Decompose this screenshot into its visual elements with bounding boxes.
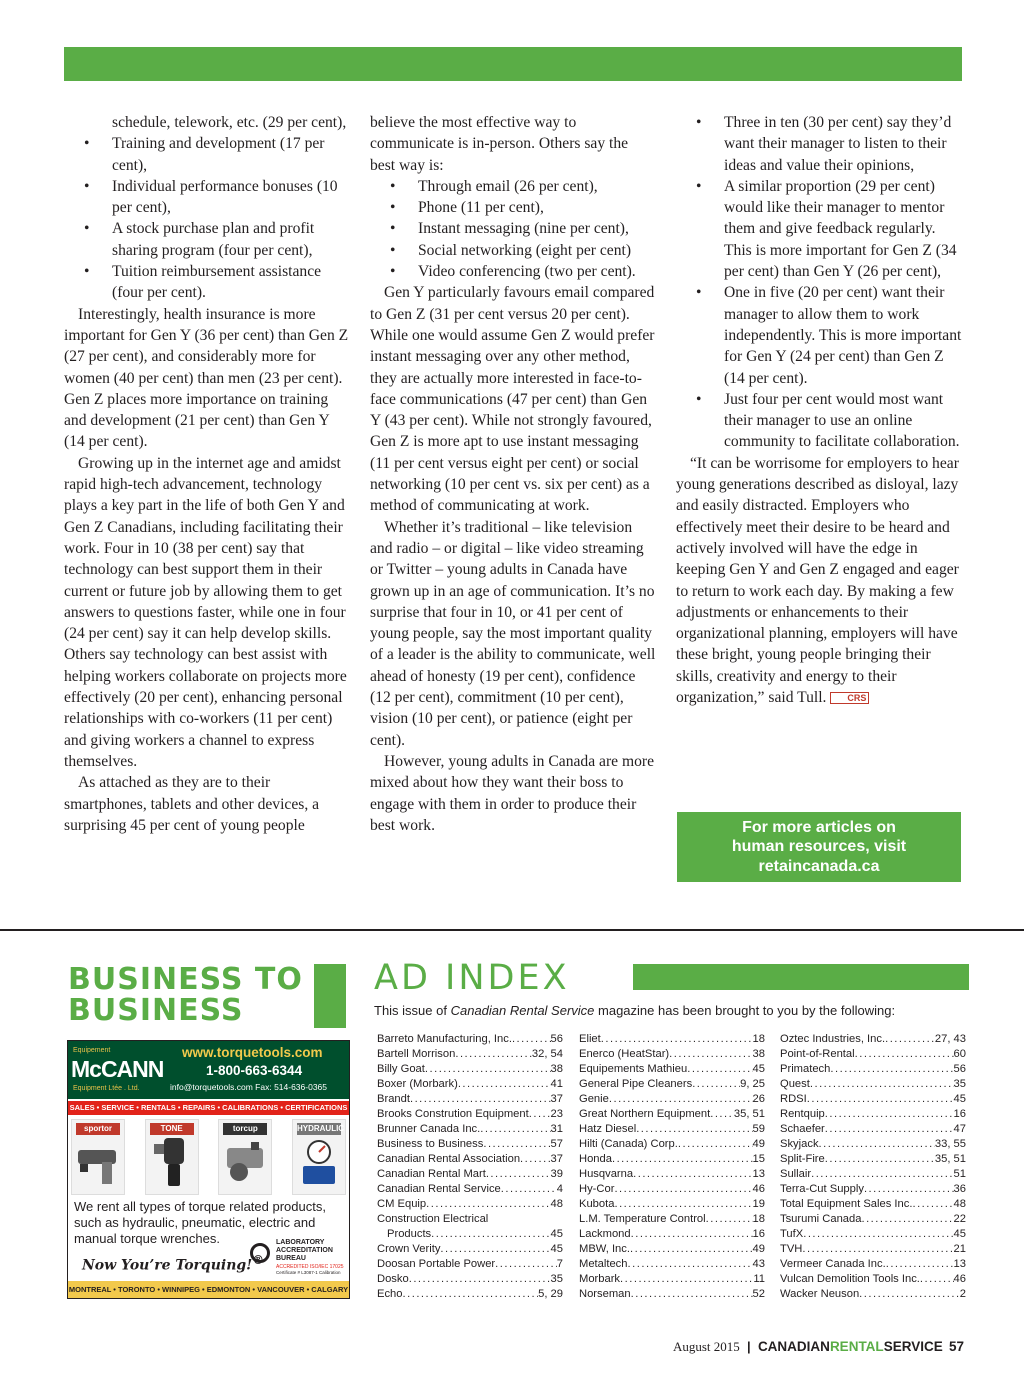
ad-cities-strip: MONTREAL • TORONTO • WINNIPEG • EDMONTON • VANCOUVER • CALGARY [68, 1281, 349, 1298]
leader-dots [912, 1197, 953, 1212]
leader-dots [628, 1257, 753, 1272]
bullet-item: • Just four per cent would most want their manager to use an online community to facilitate collaboration. [676, 389, 963, 453]
ad-index-entry [780, 1257, 966, 1272]
advertiser-page: 35, 51 [934, 1153, 966, 1165]
advertiser-name: RDSI [780, 1093, 807, 1105]
leader-dots [529, 1107, 551, 1122]
footer-separator: | [747, 1339, 751, 1354]
ad-index-entry [377, 1212, 563, 1227]
bullet-item: • Phone (11 per cent), [370, 197, 656, 218]
advertiser-name: Enerco (HeatStar) [579, 1048, 670, 1060]
advertiser-name: Great Northern Equipment [579, 1108, 711, 1120]
ad-index-entry [579, 1137, 765, 1152]
advertiser-page: 49 [752, 1243, 765, 1255]
ad-index-entry [579, 1242, 765, 1257]
ad-index-entry [780, 1062, 966, 1077]
logo-name: McCANN [71, 1056, 164, 1082]
leader-dots [803, 1227, 953, 1242]
ad-index-entry [377, 1092, 563, 1107]
advertiser-name: Tsurumi Canada [780, 1213, 862, 1225]
mccann-logo [71, 1047, 163, 1093]
advertiser-name: Split-Fire [780, 1153, 825, 1165]
ad-index-column-2 [579, 1032, 765, 1302]
leader-dots [440, 1242, 550, 1257]
ad-index-entry [780, 1152, 966, 1167]
advertiser-name: Sullair [780, 1168, 812, 1180]
advertiser-page: 2 [959, 1288, 966, 1300]
advertiser-page: 5, 29 [538, 1288, 563, 1300]
leader-dots [630, 1242, 753, 1257]
advertiser-page: 13 [953, 1258, 966, 1270]
advertiser-page: 47 [953, 1123, 966, 1135]
advertiser-page: 18 [752, 1213, 765, 1225]
ad-index-entry [377, 1047, 563, 1062]
ad-index-entry [780, 1032, 966, 1047]
advertiser-page: 31 [550, 1123, 563, 1135]
leader-dots [810, 1077, 954, 1092]
advertiser-name: TVH [780, 1243, 803, 1255]
lab-accreditation-badge [250, 1239, 346, 1279]
tool-brand-label: sportor [76, 1123, 120, 1135]
advertiser-page: 26 [752, 1093, 765, 1105]
magazine-name-part: SERVICE [883, 1339, 943, 1354]
leader-dots [425, 1062, 551, 1077]
ad-index-entry [780, 1137, 966, 1152]
ad-index-column-3 [780, 1032, 966, 1302]
ad-index-entry [579, 1062, 765, 1077]
advertiser-name: Husqvarna [579, 1168, 634, 1180]
leader-dots [920, 1272, 954, 1287]
advertiser-page: 51 [953, 1168, 966, 1180]
leader-dots [864, 1182, 954, 1197]
ad-index-entry [780, 1227, 966, 1242]
advertiser-name: CM Equip [377, 1198, 427, 1210]
advertiser-page: 35 [550, 1273, 563, 1285]
advertiser-page: 16 [953, 1108, 966, 1120]
advertiser-page: 22 [953, 1213, 966, 1225]
ad-index-entry [579, 1167, 765, 1182]
leader-dots [678, 1137, 753, 1152]
paragraph [676, 453, 963, 709]
advertiser-name: Vermeer Canada Inc. [780, 1258, 886, 1270]
advertiser-name: Barreto Manufacturing, Inc. [377, 1033, 512, 1045]
page-number: 57 [948, 1339, 964, 1354]
leader-dots [520, 1152, 551, 1167]
advertiser-page: 16 [752, 1228, 765, 1240]
advertiser-name: Terra-Cut Supply [780, 1183, 864, 1195]
ad-index-entry [780, 1092, 966, 1107]
ad-index-entry [377, 1257, 563, 1272]
advertiser-name: Brooks Constrution Equipment [377, 1108, 529, 1120]
ad-index-entry [377, 1227, 563, 1242]
ad-index-entry [780, 1107, 966, 1122]
ad-index-entry [780, 1197, 966, 1212]
advertiser-page: 27, 43 [934, 1033, 966, 1045]
ad-index-entry [377, 1152, 563, 1167]
ad-index-entry [579, 1152, 765, 1167]
leader-dots [861, 1212, 953, 1227]
ad-index-entry [780, 1167, 966, 1182]
advertiser-name: Boxer (Morbark) [377, 1078, 458, 1090]
advertiser-page: 33, 55 [934, 1138, 966, 1150]
leader-dots [885, 1032, 935, 1047]
advertiser-page: 38 [752, 1048, 765, 1060]
bullet-item: • Training and development (17 per cent), [64, 133, 351, 176]
advertiser-page: 32, 54 [531, 1048, 563, 1060]
ad-index-entry [377, 1167, 563, 1182]
leader-dots [620, 1272, 753, 1287]
advertiser-page: 48 [953, 1198, 966, 1210]
leader-dots [403, 1287, 539, 1302]
article-column-1 [64, 112, 351, 836]
leader-dots [495, 1257, 557, 1272]
advertiser-name: Doosan Portable Power [377, 1258, 496, 1270]
paragraph: As attached as they are to their smartphones, tablets and other devices, a surprising 45 per cent of young people [64, 774, 320, 834]
leader-dots [601, 1032, 753, 1047]
advertiser-page: 38 [550, 1063, 563, 1075]
ad-index-entry [377, 1242, 563, 1257]
slogan-text: Now You’re Torquing! [82, 1257, 253, 1274]
registered-mark: ® [252, 1253, 264, 1267]
bullet-item: • A similar proportion (29 per cent) would like their manager to mentor them and give feedback regularly. This is more important for Gen Z (34 per cent) than Gen Y (26 per cent), [676, 176, 963, 282]
torque-tool-image [218, 1119, 272, 1195]
advertiser-page: 36 [953, 1183, 966, 1195]
ad-index-entry [579, 1047, 765, 1062]
tool-brand-label: torcup [223, 1123, 267, 1135]
advertiser-name: Canadian Rental Service [377, 1183, 501, 1195]
advertiser-name: Schaefer [780, 1123, 825, 1135]
leader-dots [431, 1227, 550, 1242]
paragraph: Growing up in the internet age and amidst rapid high-tech advancement, technology plays a key part in the life of both Gen Y and Gen Z Canadians, including facilitating their work. Four in 10 (38 per cent) say that technology can best support them in their current or future job by allowing them to get answers to questions faster, while one in four (24 per cent) say it can help develop skills. Others say technology can best assist with helping workers collaborate on projects more effectively (20 per cent), enhancing personal relationships with co-workers (11 per cent) and giving workers a channel to express themselves. [64, 454, 347, 770]
ad-index-title: AD INDEX [374, 958, 570, 998]
advertiser-name: Bartell Morrison [377, 1048, 456, 1060]
advertiser-page: 46 [953, 1273, 966, 1285]
advertiser-page: 15 [752, 1153, 765, 1165]
bullet-item: • One in five (20 per cent) want their manager to allow them to work independently. This is more important for Gen Y (24 per cent) than Gen Z (14 per cent). [676, 282, 963, 388]
advertiser-name: Eliet [579, 1033, 601, 1045]
paragraph: Gen Y particularly favours email compared to Gen Z (31 per cent versus 20 per cent). While one would assume Gen Z would prefer instant messaging over any other method, they are actually more interested in face-to-face communications (47 per cent) than Gen Y (43 per cent). While not strongly favoured, Gen Z is more apt to use instant messaging (11 per cent versus eight per cent) or social networking (10 per cent vs. six per cent) as a method of communicating at work. [370, 284, 655, 515]
advertiser-page: 56 [953, 1063, 966, 1075]
advertiser-page: 45 [752, 1063, 765, 1075]
advertiser-name: Dosko [377, 1273, 409, 1285]
advertiser-name: Brunner Canada Inc. [377, 1123, 481, 1135]
ad-index-entry [780, 1077, 966, 1092]
logo-subtitle: Equipement [73, 1047, 111, 1054]
advertiser-page: 45 [550, 1243, 563, 1255]
ad-index-entry [579, 1212, 765, 1227]
title-line: BUSINESS [68, 993, 244, 1028]
ad-index-column-1 [377, 1032, 563, 1302]
mccann-advertisement[interactable] [67, 1040, 350, 1299]
ad-index-entry [579, 1077, 765, 1092]
advertiser-name: TufX [780, 1228, 804, 1240]
more-articles-callout[interactable] [677, 812, 961, 882]
title-line: BUSINESS TO [68, 962, 303, 997]
lab-certificate: Certificate # L3087-1 Calibration [276, 1270, 341, 1275]
advertiser-page: 49 [752, 1138, 765, 1150]
ad-index-entry [780, 1272, 966, 1287]
advertiser-page: 41 [550, 1078, 563, 1090]
advertiser-page: 9, 25 [740, 1078, 765, 1090]
advertiser-page: 35, 51 [733, 1108, 765, 1120]
paragraph: Interestingly, health insurance is more important for Gen Y (36 per cent) than Gen Z (27 per cent), and considerably more for women (40 per cent) than men (23 per cent). Gen Z places more importance on training and development (21 per cent) than Gen Y (14 per cent). [64, 305, 349, 451]
leader-dots [486, 1167, 551, 1182]
leader-dots [859, 1287, 960, 1302]
ad-email-fax: info@torquetools.com Fax: 514-636-0365 [170, 1082, 327, 1092]
b2b-accent-bar [314, 964, 346, 1028]
advertiser-page: 4 [556, 1183, 563, 1195]
torque-tool-image [71, 1119, 125, 1195]
ad-description: We rent all types of torque related products, such as hydraulic, pneumatic, electric and manual torque wrenches. [74, 1199, 326, 1246]
advertiser-name: Construction Electrical [377, 1213, 489, 1225]
ad-header [68, 1041, 349, 1099]
ad-index-entry [377, 1272, 563, 1287]
advertiser-name: Metaltech [579, 1258, 628, 1270]
closing-quote-text: “It can be worrisome for employers to hear young generations described as disloyal, lazy and easily distracted. Employers who effectively meet their desire to be heard and actively involved will have the edge in keeping Gen Y and Gen Z engaged and eager to return to work each day. By making a few adjustments or enhancements to their organizational planning, employers will have these bright, young people bringing their skills, creativity and energy to their organization,” said Tull. [676, 454, 959, 707]
advertiser-name: Point-of-Rental [780, 1048, 855, 1060]
advertiser-name: Wacker Neuson [780, 1288, 860, 1300]
leader-dots [807, 1092, 954, 1107]
advertiser-name: Canadian Rental Association [377, 1153, 521, 1165]
advertiser-name: Equipements Mathieu [579, 1063, 688, 1075]
leader-dots [609, 1092, 753, 1107]
ad-index-entry [780, 1122, 966, 1137]
leader-dots [612, 1152, 753, 1167]
business-to-business-title [68, 964, 308, 1026]
advertiser-name: Total Equipment Sales Inc. [780, 1198, 913, 1210]
bullet-item: • Through email (26 per cent), [370, 176, 656, 197]
ad-index-entry [579, 1032, 765, 1047]
advertiser-page: 18 [752, 1033, 765, 1045]
advertiser-name: Hatz Diesel [579, 1123, 637, 1135]
leader-dots [512, 1032, 551, 1047]
page-footer [673, 1339, 964, 1355]
leader-dots [480, 1122, 550, 1137]
advertiser-page: 23 [550, 1108, 563, 1120]
section-divider [0, 929, 1024, 931]
advertiser-name: Products [387, 1228, 432, 1240]
paragraph: However, young adults in Canada are more mixed about how they want their boss to engage with them in order to produce their best work. [370, 752, 655, 834]
advertiser-name: General Pipe Cleaners [579, 1078, 693, 1090]
advertiser-page: 21 [953, 1243, 966, 1255]
ad-index-entry [780, 1212, 966, 1227]
leader-dots [825, 1152, 935, 1167]
advertiser-name: L.M. Temperature Control [579, 1213, 706, 1225]
advertiser-page: 43 [752, 1258, 765, 1270]
advertiser-name: Honda [579, 1153, 612, 1165]
header-bar [64, 47, 962, 81]
ad-index-entry [377, 1182, 563, 1197]
intro-magazine: Canadian Rental Service [450, 1003, 595, 1018]
leader-dots [410, 1092, 551, 1107]
leader-dots [614, 1182, 752, 1197]
accreditation-seal-icon [250, 1243, 270, 1263]
lab-title: LABORATORY ACCREDITATION BUREAU [276, 1239, 333, 1262]
leader-dots [825, 1122, 954, 1137]
leader-dots [455, 1047, 532, 1062]
advertiser-page: 37 [550, 1153, 563, 1165]
callout-line: human resources, visit [731, 838, 907, 856]
ad-index-entry [780, 1287, 966, 1302]
bullet-item: • A stock purchase plan and profit sharing program (four per cent), [64, 218, 351, 261]
leader-dots [636, 1122, 752, 1137]
leader-dots [614, 1197, 752, 1212]
ad-index-entry [377, 1122, 563, 1137]
leader-dots [631, 1287, 753, 1302]
magazine-name-part: CANADIAN [757, 1339, 830, 1354]
leader-dots [687, 1062, 752, 1077]
advertiser-page: 45 [953, 1093, 966, 1105]
logo-subtitle: Equipment Ltée . Ltd. [73, 1085, 140, 1092]
advertiser-name: Rentquip [780, 1108, 825, 1120]
ad-index-entry [780, 1182, 966, 1197]
tool-brand-label: TONE [150, 1123, 194, 1135]
advertiser-name: Quest [780, 1078, 810, 1090]
leader-dots [409, 1272, 551, 1287]
leader-dots [706, 1212, 753, 1227]
advertiser-page: 56 [550, 1033, 563, 1045]
advertiser-page: 46 [752, 1183, 765, 1195]
advertiser-page: 57 [550, 1138, 563, 1150]
advertiser-page: 7 [556, 1258, 563, 1270]
issue-date: August 2015 [672, 1339, 740, 1354]
leader-dots [458, 1077, 551, 1092]
leader-dots [830, 1062, 953, 1077]
advertiser-name: Business to Business [377, 1138, 484, 1150]
intro-text: magazine has been brought to you by the following: [594, 1003, 896, 1018]
ad-index-accent-bar [633, 964, 969, 990]
advertiser-name: Crown Verity [377, 1243, 441, 1255]
ad-index-entry [579, 1092, 765, 1107]
advertiser-page: 13 [752, 1168, 765, 1180]
advertiser-name: Lackmond [579, 1228, 631, 1240]
ad-slogan [82, 1253, 264, 1274]
leader-dots [802, 1242, 953, 1257]
torque-tool-image [292, 1119, 346, 1195]
advertiser-name: Billy Goat [377, 1063, 425, 1075]
ad-index-entry [377, 1077, 563, 1092]
advertiser-name: Oztec Industries, Inc. [780, 1033, 886, 1045]
leader-dots [692, 1077, 740, 1092]
advertiser-page: 19 [752, 1198, 765, 1210]
advertiser-page: 59 [752, 1123, 765, 1135]
ad-index-entry [780, 1047, 966, 1062]
leader-dots [811, 1167, 953, 1182]
bullet-continuation: schedule, telework, etc. (29 per cent), [112, 114, 347, 131]
advertiser-name: Hy-Cor [579, 1183, 615, 1195]
advertiser-page: 60 [953, 1048, 966, 1060]
bullet-item: • Video conferencing (two per cent). [370, 261, 656, 282]
magazine-name-part: RENTAL [829, 1339, 884, 1354]
ad-index-entry [377, 1032, 563, 1047]
advertiser-name: MBW, Inc. [579, 1243, 630, 1255]
ad-index-entry [377, 1197, 563, 1212]
advertiser-page: 52 [752, 1288, 765, 1300]
advertiser-name: Echo [377, 1288, 403, 1300]
leader-dots [710, 1107, 734, 1122]
advertiser-name: Primatech [780, 1063, 831, 1075]
advertiser-name: Brandt [377, 1093, 410, 1105]
advertiser-name: Genie [579, 1093, 609, 1105]
ad-index-entry [377, 1107, 563, 1122]
crs-logo-icon: CRS [830, 692, 869, 704]
ad-index-entry [377, 1137, 563, 1152]
advertiser-name: Morbark [579, 1273, 621, 1285]
ad-index-entry [579, 1107, 765, 1122]
advertiser-name: Vulcan Demolition Tools Inc. [780, 1273, 920, 1285]
ad-index-entry [377, 1287, 563, 1302]
intro-text: This issue of [374, 1003, 451, 1018]
ad-index-entry [579, 1287, 765, 1302]
lab-subtitle: ACCREDITED ISO/IEC 17025 [276, 1264, 344, 1270]
magazine-name [758, 1339, 943, 1354]
advertiser-page: 45 [550, 1228, 563, 1240]
paragraph: believe the most effective way to communicate is in-person. Others say the best way is: [370, 114, 629, 174]
ad-index-entry [579, 1182, 765, 1197]
leader-dots [669, 1047, 752, 1062]
advertiser-name: Skyjack [780, 1138, 819, 1150]
article-column-2 [370, 112, 656, 836]
paragraph: Whether it’s traditional – like television and radio – or digital – like video streaming or Twitter – young adults in Canada have grown up in an age of communication. It’s no surprise that four in 10, or 41 per cent of young people, say the most important quality of a leader is the ability to communicate, well ahead of honesty (19 per cent), confidence (12 per cent), commitment (10 per cent), vision (10 per cent), or patience (eight per cent). [370, 518, 656, 749]
bullet-item: • Three in ten (30 per cent) say they’d want their manager to listen to their ideas and value their opinions, [676, 112, 963, 176]
callout-link[interactable]: retaincanada.ca [758, 857, 880, 875]
advertiser-page: 35 [953, 1078, 966, 1090]
leader-dots [886, 1257, 954, 1272]
advertiser-page: 11 [753, 1273, 765, 1285]
leader-dots [501, 1182, 557, 1197]
leader-dots [819, 1137, 935, 1152]
ad-index-entry [579, 1257, 765, 1272]
ad-index-entry [377, 1062, 563, 1077]
bullet-item: • Instant messaging (nine per cent), [370, 218, 656, 239]
advertiser-name: Norseman [579, 1288, 631, 1300]
ad-index-entry [579, 1272, 765, 1287]
advertiser-name: Hilti (Canada) Corp. [579, 1138, 678, 1150]
callout-line: For more articles on [742, 818, 896, 836]
advertiser-page: 37 [550, 1093, 563, 1105]
ad-index-entry [579, 1122, 765, 1137]
article-column-3 [676, 112, 963, 708]
ad-index-entry [579, 1197, 765, 1212]
bullet-item: • Individual performance bonuses (10 per cent), [64, 176, 351, 219]
advertiser-page: 45 [953, 1228, 966, 1240]
leader-dots [483, 1137, 550, 1152]
advertiser-name: Kubota [579, 1198, 615, 1210]
ad-website-link[interactable]: www.torquetools.com [182, 1045, 323, 1060]
ad-tool-images [71, 1119, 346, 1195]
leader-dots [855, 1047, 954, 1062]
leader-dots [825, 1107, 954, 1122]
ad-services-strip: SALES • SERVICE • RENTALS • REPAIRS • CALIBRATIONS • CERTIFICATIONS [68, 1101, 349, 1115]
leader-dots [633, 1167, 752, 1182]
advertiser-page: 39 [550, 1168, 563, 1180]
ad-index-entry [579, 1227, 765, 1242]
advertiser-name: Canadian Rental Mart [377, 1168, 486, 1180]
ad-index-intro [374, 1003, 895, 1018]
advertiser-page: 48 [550, 1198, 563, 1210]
leader-dots [426, 1197, 550, 1212]
torque-tool-image [145, 1119, 199, 1195]
tool-brand-label: HYDRAULIC [296, 1124, 345, 1133]
leader-dots [631, 1227, 753, 1242]
bullet-item: • Social networking (eight per cent) [370, 240, 656, 261]
ad-index-entry [780, 1242, 966, 1257]
bullet-item: • Tuition reimbursement assistance (four per cent). [64, 261, 351, 304]
ad-phone: 1-800-663-6344 [206, 1063, 303, 1078]
